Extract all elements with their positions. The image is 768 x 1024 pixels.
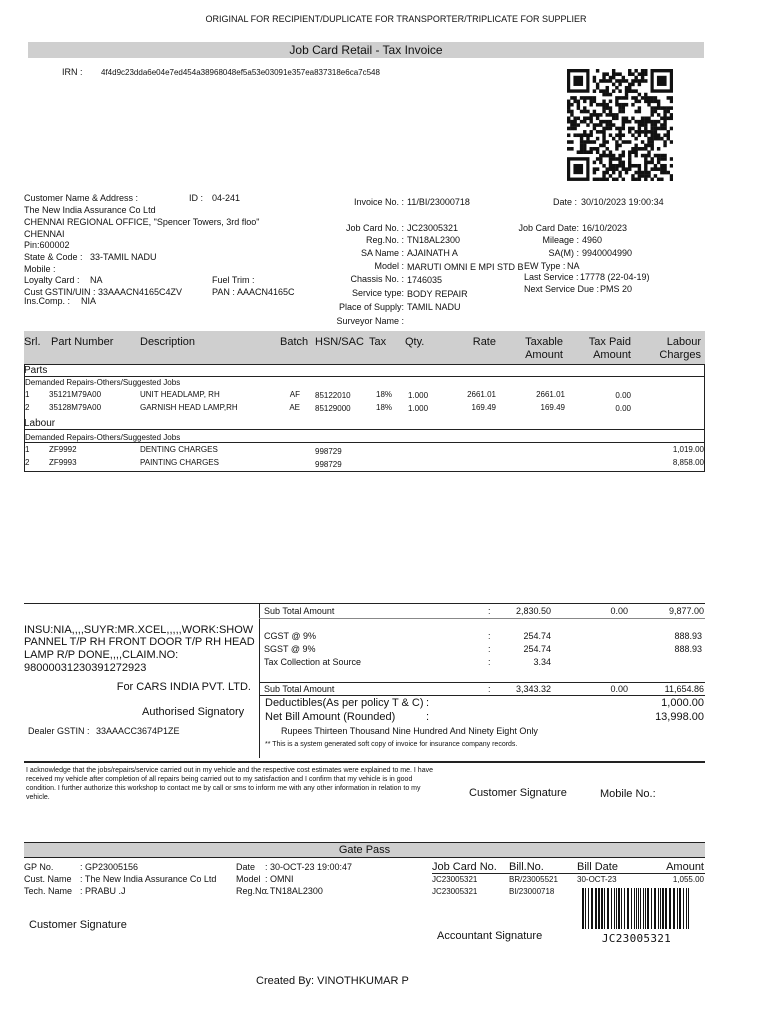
subtotal2-rule-bottom [259, 695, 705, 696]
customer-id: 04-241 [212, 193, 241, 203]
sgst-label: SGST @ 9% [264, 644, 316, 654]
labour-srl: 1 [25, 445, 30, 454]
service-type: BODY REPAIR [407, 289, 468, 299]
gp-billno: BI/23000718 [509, 887, 555, 896]
subtotal-rule [259, 618, 705, 619]
amount-in-words: Rupees Thirteen Thousand Nine Hundred And Ninety Eight Only [281, 726, 538, 736]
gp-col-jobcard: Job Card No. [432, 861, 497, 873]
totals-top-line [24, 603, 705, 604]
col-batch: Batch [280, 336, 309, 348]
irn-label: IRN : [62, 67, 83, 77]
gp-reg-label: Reg.No. [236, 886, 270, 896]
col-tax: Tax [369, 336, 387, 348]
chassis-label: Chassis No. : [350, 274, 404, 284]
document-title: Job Card Retail - Tax Invoice [28, 42, 704, 58]
next-due-label: Next Service Due : [524, 284, 600, 294]
part-taxpaid: 0.00 [615, 391, 631, 400]
invoice-date-label: Date : [552, 197, 577, 207]
colon: : [488, 644, 491, 654]
gp-col-billdate: Bill Date [577, 861, 618, 873]
ack-line: I acknowledge that the jobs/repairs/service carried out in my vehicle and the respective cost estimates were explained to me. I have [26, 767, 433, 774]
sa-name-label: SA Name : [360, 248, 404, 258]
authorised-signatory: Authorised Signatory [142, 706, 245, 718]
mileage: 4960 [582, 235, 603, 245]
net-bill-label: Net Bill Amount (Rounded) [265, 711, 396, 723]
fuel-trim-label: Fuel Trim : [212, 275, 255, 285]
parts-title: Parts [24, 365, 48, 376]
colon: : [488, 606, 491, 616]
col-part-number: Part Number [51, 336, 114, 348]
subtotal-labour: 9,877.00 [668, 606, 704, 616]
tech-name: : PRABU .J [80, 886, 126, 896]
gp-no: : GP23005156 [80, 862, 139, 872]
col-labour-2: Charges [659, 349, 701, 361]
gp-col-amount: Amount [666, 861, 704, 873]
gp-billdate: 30-OCT-23 [577, 875, 617, 884]
barcode-icon [581, 888, 692, 929]
sam-label: SA(M) : [548, 248, 579, 258]
labour-srl: 2 [25, 458, 30, 467]
supply: TAMIL NADU [407, 302, 461, 312]
model-label: Model : [374, 261, 404, 271]
part-srl: 2 [25, 403, 30, 412]
subtotal-taxable: 2,830.50 [515, 606, 551, 616]
irn-value: 4f4d9c23dda6e04e7ed454a38968048ef5a53e03091e357ea837318e6ca7c548 [101, 68, 380, 77]
cgst-value: 254.74 [523, 631, 551, 641]
tcs-label: Tax Collection at Source [264, 657, 362, 667]
state-value: 33-TAMIL NADU [90, 252, 157, 262]
gp-billno: BR/23005521 [509, 875, 558, 884]
labour-code: ZF9993 [49, 458, 77, 467]
labour-description: PAINTING CHARGES [140, 458, 219, 467]
remark-line: LAMP R/P DONE,,,,CLAIM.NO: [24, 649, 179, 661]
gp-col-billno: Bill.No. [509, 861, 544, 873]
gp-date-label: Date [236, 862, 256, 872]
col-description: Description [140, 336, 196, 348]
model: MARUTI OMNI E MPI STD B [407, 262, 524, 272]
part-batch: AE [289, 403, 300, 412]
parts-subtitle: Demanded Repairs-Others/Suggested Jobs [25, 378, 181, 387]
gp-amount: 1,055.00 [672, 875, 704, 884]
invoice-date: 30/10/2023 19:00:34 [581, 197, 664, 207]
part-description: UNIT HEADLAMP, RH [140, 390, 220, 399]
subtotal-taxpaid: 0.00 [610, 606, 628, 616]
col-taxable-1: Taxable [525, 336, 563, 348]
dealer-gstin: 33AAACC3674P1ZE [96, 726, 180, 736]
part-hsn: 85129000 [315, 404, 351, 413]
barcode-text: JC23005321 [601, 932, 672, 945]
pan-label: PAN : [212, 287, 235, 297]
ew-type-label: EW Type : [524, 261, 566, 271]
subtotal2-taxpaid: 0.00 [610, 684, 628, 694]
labour-title: Labour [24, 418, 56, 429]
gp-date: : 30-OCT-23 19:00:47 [265, 862, 353, 872]
surveyor-label: Surveyor Name : [336, 316, 404, 326]
col-srl: Srl. [24, 336, 41, 348]
part-srl: 1 [25, 390, 30, 399]
col-taxpaid-1: Tax Paid [588, 336, 631, 348]
ack-line: vehicle. [26, 794, 50, 801]
dealer-gstin-label: Dealer GSTIN : [28, 726, 90, 736]
regno: TN18AL2300 [407, 235, 461, 245]
part-batch: AF [289, 390, 300, 399]
labour-title-divider-top [24, 429, 705, 430]
created-by: Created By: VINOTHKUMAR P [256, 975, 409, 987]
labour-charges: 1,019.00 [672, 445, 704, 454]
tcs-value: 3.34 [533, 657, 551, 667]
labour-description: DENTING CHARGES [140, 445, 218, 454]
gstin-label: Cust GSTIN/UIN : [24, 287, 96, 297]
part-description: GARNISH HEAD LAMP,RH [140, 403, 238, 412]
colon: : [488, 657, 491, 667]
gstin-value: 33AAACN4165C4ZV [98, 287, 183, 297]
sgst-labour: 888.93 [674, 644, 702, 654]
jobcard-no: JC23005321 [407, 223, 459, 233]
jobcard-label: Job Card No. : [345, 223, 404, 233]
gp-no-label: GP No. [24, 862, 54, 872]
last-service-label: Last Service : [524, 272, 579, 282]
remark-line: PANNEL T/P RH FRONT DOOR T/P RH HEAD [24, 636, 255, 648]
customer-address-2: CHENNAI [24, 229, 65, 239]
copy-note: ORIGINAL FOR RECIPIENT/DUPLICATE FOR TRANSPORTER/TRIPLICATE FOR SUPPLIER [205, 14, 587, 24]
customer-address-1: CHENNAI REGIONAL OFFICE, "Spencer Towers, 3rd floo" [24, 217, 260, 227]
sa-name: AJAINATH A [407, 248, 458, 258]
cust-name-label: Cust. Name [24, 874, 72, 884]
part-tax: 18% [376, 403, 393, 412]
jc-date-label: Job Card Date: [518, 223, 579, 233]
colon: : [426, 697, 430, 709]
col-labour-1: Labour [666, 336, 701, 348]
col-taxpaid-2: Amount [593, 349, 631, 361]
mileage-label: Mileage : [542, 235, 579, 245]
pan-value: AAACN4165C [237, 287, 295, 297]
deductibles-label: Deductibles(As per policy T & C) [265, 697, 424, 709]
gp-header-rule [432, 873, 705, 874]
service-type-label: Service type: [351, 288, 404, 298]
part-hsn: 85122010 [315, 391, 351, 400]
state-label: State & Code : [24, 252, 83, 262]
part-qty: 1.000 [408, 404, 429, 413]
customer-signature: Customer Signature [469, 787, 567, 799]
part-number: 35128M79A00 [49, 403, 102, 412]
accountant-signature: Accountant Signature [437, 930, 543, 942]
labour-hsn: 998729 [315, 460, 342, 469]
colon: : [426, 711, 430, 723]
next-due: PMS 20 [600, 284, 633, 294]
cgst-labour: 888.93 [674, 631, 702, 641]
ew-type: NA [567, 261, 580, 271]
labour-code: ZF9992 [49, 445, 77, 454]
part-taxable: 2661.01 [536, 390, 565, 399]
customer-id-label: ID : [189, 193, 204, 203]
supply-label: Place of Supply: [338, 302, 404, 312]
chassis: 1746035 [407, 275, 443, 285]
net-bill-value: 13,998.00 [655, 711, 704, 723]
cgst-label: CGST @ 9% [264, 631, 316, 641]
part-tax: 18% [376, 390, 393, 399]
customer-name-label: Customer Name & Address : [24, 193, 139, 203]
remark-line: INSU:NIA,,,,SUYR:MR.XCEL,,,,,WORK:SHOW [24, 624, 254, 636]
gp-jobcard: JC23005321 [432, 875, 478, 884]
col-taxable-2: Amount [525, 349, 563, 361]
mobile-no-label: Mobile No.: [600, 788, 656, 800]
totals-divider [259, 603, 260, 758]
parts-title-divider [24, 376, 705, 377]
part-taxpaid: 0.00 [615, 404, 631, 413]
ack-line: received my vehicle after completion of all repairs being carried out to my satisfaction and I confirm that my vehicle is in good [26, 776, 413, 783]
subtotal2-rule-top [259, 682, 705, 683]
inscomp-label: Ins.Comp. : [24, 296, 71, 306]
jc-date: 16/10/2023 [582, 223, 628, 233]
gp-jobcard: JC23005321 [432, 887, 478, 896]
part-rate: 169.49 [471, 403, 496, 412]
last-service: 17778 (22-04-19) [580, 272, 650, 282]
qr-code-icon [567, 69, 673, 181]
labour-subtitle: Demanded Repairs-Others/Suggested Jobs [25, 433, 181, 442]
subtotal2-label: Sub Total Amount [264, 684, 335, 694]
inscomp-value: NIA [81, 296, 97, 306]
ack-line: condition. I further authorize this workshop to contact me by call or sms to inform me with any other information in relation to my [26, 785, 421, 792]
col-hsn: HSN/SAC [315, 336, 364, 348]
subtotal-label: Sub Total Amount [264, 606, 335, 616]
soft-copy-note: ** This is a system generated soft copy of invoice for insurance company records. [265, 741, 518, 748]
gp-model-label: Model [236, 874, 261, 884]
sgst-value: 254.74 [523, 644, 551, 654]
colon: : [488, 631, 491, 641]
subtotal2-labour: 11,654.86 [664, 684, 704, 694]
loyalty-value: NA [90, 275, 103, 285]
tech-name-label: Tech. Name [24, 886, 73, 896]
for-company: For CARS INDIA PVT. LTD. [116, 681, 251, 693]
part-taxable: 169.49 [540, 403, 565, 412]
labour-hsn: 998729 [315, 447, 342, 456]
customer-pin: Pin:600002 [24, 240, 70, 250]
col-rate: Rate [472, 336, 496, 348]
col-qty: Qty. [405, 336, 425, 348]
regno-label: Reg.No. : [365, 235, 404, 245]
remark-line: 98000031230391272923 [24, 662, 147, 674]
colon: : [488, 684, 491, 694]
loyalty-label: Loyalty Card : [24, 275, 80, 285]
gatepass-title-bottom [24, 857, 705, 858]
deductibles-value: 1,000.00 [661, 697, 704, 709]
gatepass-title: Gate Pass [24, 843, 705, 857]
part-qty: 1.000 [408, 391, 429, 400]
invoice-no-label: Invoice No. : [353, 197, 404, 207]
gp-reg: : TN18AL2300 [265, 886, 323, 896]
invoice-no: 11/BI/23000718 [407, 197, 470, 207]
gp-model: : OMNI [265, 874, 294, 884]
totals-bottom-line [24, 761, 705, 763]
mobile-label: Mobile : [24, 264, 56, 274]
customer-name: The New India Assurance Co Ltd [24, 205, 156, 215]
sam: 9940004990 [582, 248, 633, 258]
cust-name: : The New India Assurance Co Ltd [80, 874, 217, 884]
part-number: 35121M79A00 [49, 390, 102, 399]
gp-customer-signature: Customer Signature [29, 919, 127, 931]
subtotal2-taxable: 3,343.32 [515, 684, 551, 694]
part-rate: 2661.01 [467, 390, 496, 399]
labour-charges: 8,858.00 [672, 458, 704, 467]
